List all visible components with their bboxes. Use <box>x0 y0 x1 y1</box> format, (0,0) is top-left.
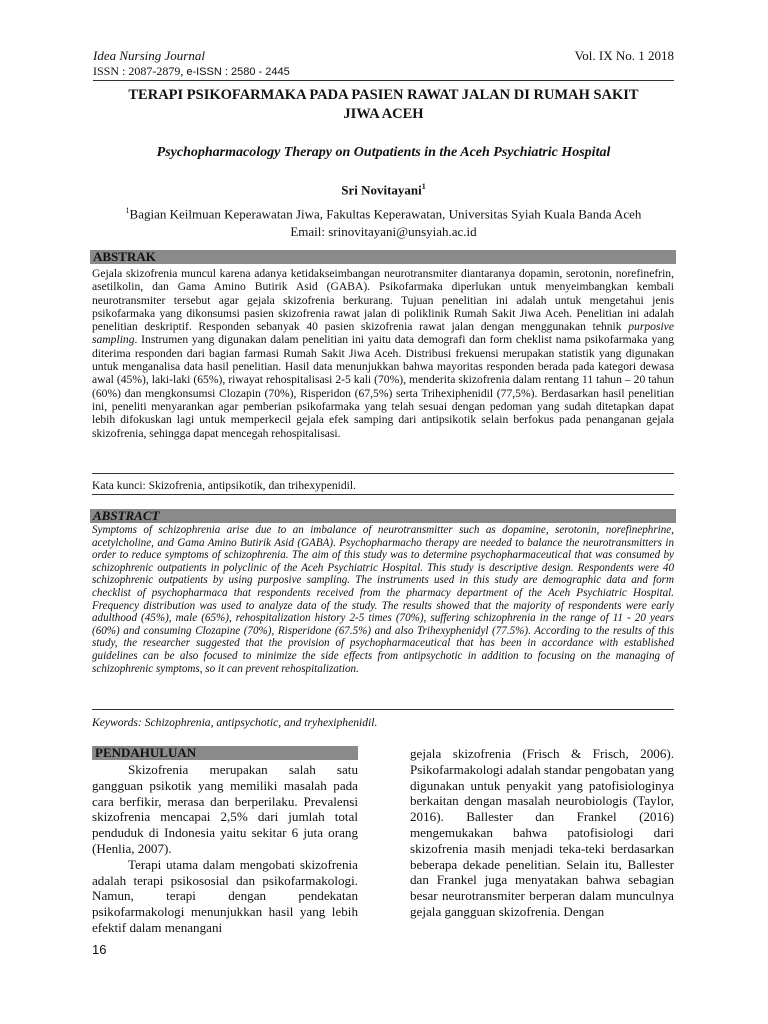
abstrak-heading: ABSTRAK <box>90 250 676 264</box>
title-line-2: JIWA ACEH <box>343 106 424 122</box>
abstrak-text-2: . Instrumen yang digunakan dalam penelitian ini yaitu data demografi dan form cheklist nama psikofarmaka yang diterima responden dari bagian farmasi Rumah Sakit Jiwa Aceh. Distribusi frekuensi merupakan statistik yang digunakan untuk menganalisa data hasil penelitian. Hasil data menunjukkan bahwa mayoritas responden berada pada kategori dewasa awal (45%), laki-laki (65%), riwayat rehospitalisasi 2-5 kali (70%), menderita skizofrenia dalam rentang 11 tahun – 20 tahun (60%) dan mengkonsumsi Clozapin (70%), Risperidon (67,5%) serta Trihexiphenidil (77,5%). Berdasarkan hasil penelitian ini, peneliti menyarankan agar pemberian psikofarmaka yang telah sesuai dengan pedoman yang sudah ditetapkan dapat lebih difokuskan lagi untuk memperkecil gejala efek samping dari antipsikotik selain berfokus pada penanganan gejala skizofrenia, sehingga dapat mencegah rehospitalisasi. <box>92 333 674 440</box>
keywords: Keywords: Schizophrenia, antipsychotic, and tryhexiphenidil. <box>92 716 378 729</box>
english-title: Psychopharmacology Therapy on Outpatients in the Aceh Psychiatric Hospital <box>156 145 611 160</box>
intro-right-column <box>410 746 674 920</box>
journal-name: Idea Nursing Journal <box>93 48 205 63</box>
intro-paragraph: gejala skizofrenia (Frisch & Frisch, 2006). Psikofarmakologi adalah standar pengobatan yang digunakan untuk penyakit yang patofisiologinya berkaitan dengan masalah neurobiologis (Taylor, 2016). Ballester dan Frankel (2016) mengemukakan bahwa patofisiologi dari skizofrenia masih menjadi teka-teki berdasarkan beberapa dekade penelitian. Selain itu, Ballester dan Frankel juga menyatakan bahwa sebagian besar neurotransmiter berperan dalam munculnya gejala gangguan skizofrenia. Dengan <box>410 746 674 919</box>
affiliation-sup: 1 <box>125 206 130 215</box>
issn: ISSN : 2087-2879, <box>93 64 184 78</box>
title-line-1: TERAPI PSIKOFARMAKA PADA PASIEN RAWAT JALAN DI RUMAH SAKIT <box>128 87 639 103</box>
affiliation-text: Bagian Keilmuan Keperawatan Jiwa, Fakultas Keperawatan, Universitas Syiah Kuala Banda Aceh <box>129 206 642 222</box>
pendahuluan-heading: PENDAHULUAN <box>92 746 358 760</box>
intro-paragraph: Terapi utama dalam mengobati skizofrenia adalah terapi psikososial dan psikofarmakologi. Namun, terapi dengan pendekatan psikofarmakologi menunjukkan hasil yang lebih efektif dalam menangani <box>92 856 358 935</box>
e-issn: e-ISSN : 2580 - 2445 <box>186 66 290 78</box>
divider <box>92 709 674 710</box>
abstrak-body <box>92 267 674 440</box>
abstract-body: Symptoms of schizophrenia arise due to an imbalance of neurotransmitter such as dopamine, serotonin, norefinephrine, acetylcholine, and Gama Amino Butirik Asid (GABA). Psychopharmacho therapy are needed to balance the neurotransmitters in order to reduce symptoms of schizophrenia. The aim of this study was to determine psychopharmaceutical that was consumed by schizophrenic outpatients in polyclinic of the Aceh Psychiatric Hospital. This study is descriptive design. Respondents were 40 schizophrenic outpatients by using purposive sampling. The instruments used in this study are demographic data and form checklist of psychopharmaca that respondents received from the pharmacy department of the Aceh Psychiatric Hospital. Frequency distribution was used to analyze data of the study. The results showed that the majority of respondents were early adulthood (45%), male (65%), rehospitalization history 2-5 times (70%), suffering schizophrenia in the range of 11 - 20 years (60%) and consuming Clozapine (70%), Risperidone (67.5%) and also Trihexyphenidyl (77.5%). According to the results of this study, the researcher suggested that the provision of psychopharmaceutical that has been in accordance with established guidelines can be also focused to minimize the side effects from antipsychotic in addition to focusing on the managing of schizophrenic symptoms, so it can prevent rehospitalization. <box>92 524 674 675</box>
author-email: Email: srinovitayani@unsyiah.ac.id <box>290 224 477 240</box>
divider <box>92 494 674 495</box>
author-name: Sri Novitayani <box>341 182 422 198</box>
author-sup: 1 <box>421 182 426 191</box>
intro-paragraph: Skizofrenia merupakan salah satu gangguan psikotik yang memiliki masalah pada cara berfikir, merasa dan berperilaku. Prevalensi skizofrenia mencapai 2,5% dari jumlah total penduduk di Indonesia yaitu sekitar 6 juta orang (Henlia, 2007). <box>92 762 358 856</box>
affiliation <box>93 202 674 241</box>
volume-info: Vol. IX No. 1 2018 <box>574 48 674 63</box>
issn-line <box>93 64 290 79</box>
header-divider <box>93 80 674 81</box>
paper-title <box>93 86 674 124</box>
abstrak-italic: purposive sampling <box>92 320 674 347</box>
divider <box>92 473 674 474</box>
abstract-heading: ABSTRACT <box>90 509 676 523</box>
author <box>93 182 674 198</box>
kata-kunci: Kata kunci: Skizofrenia, antipsikotik, dan trihexypenidil. <box>92 479 357 492</box>
page-number: 16 <box>92 942 107 957</box>
abstrak-text-1: Gejala skizofrenia muncul karena adanya ketidakseimbangan neurotransmiter diantaranya dopamin, serotonin, norefinefrin, asetilkolin, dan Gama Amino Butirik Asid (GABA). Psikofarmaka diperlukan untuk menyeimbangkan kembali neurotransmiter tersebut agar gejala skizofrenia berkurang. Tujuan penelitian ini adalah untuk mengetahui jenis psikofarmaka yang dikonsumsi pasien skizofrenia rawat jalan di poliklinik Rumah Sakit Jiwa Aceh. Penelitian ini adalah penelitian deskriptif. Responden sebanyak 40 pasien skizofrenia rawat jalan dengan menggunakan tehnik <box>92 267 674 334</box>
intro-left-column <box>92 762 358 936</box>
